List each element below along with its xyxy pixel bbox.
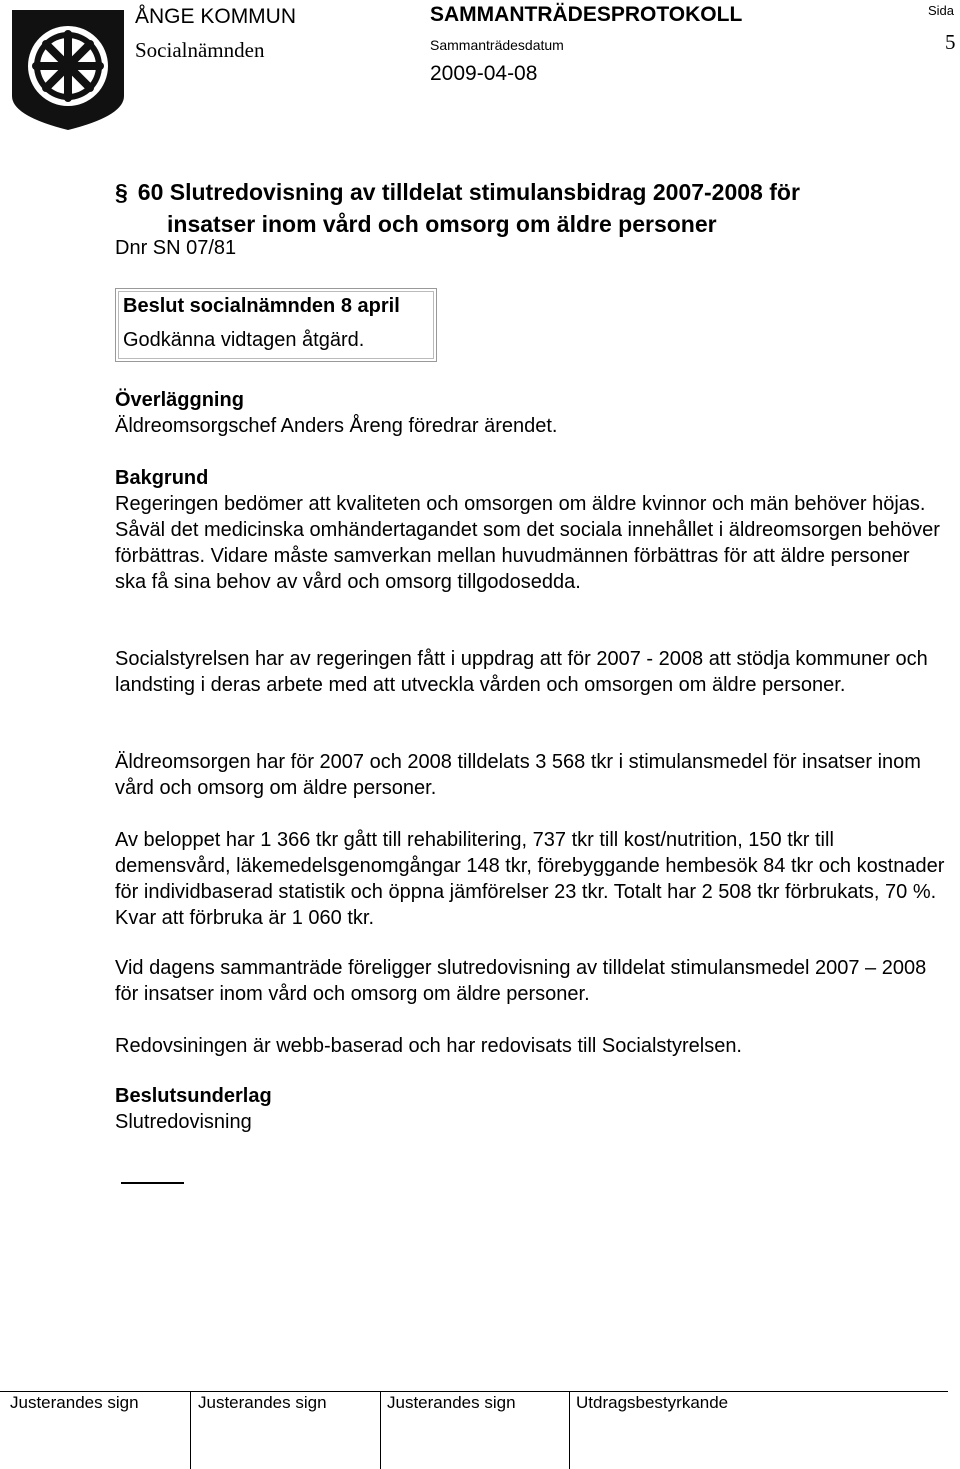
- footer-certification-cell: Utdragsbestyrkande: [576, 1393, 729, 1412]
- basis-heading: Beslutsunderlag: [115, 1085, 272, 1107]
- meeting-date: 2009-04-08: [430, 62, 538, 85]
- department-name: Socialnämnden: [135, 38, 265, 62]
- background-paragraph: Av beloppet har 1 366 tkr gått till rehabilitering, 737 tkr till kost/nutrition, 150 tkr till demensvård, läkemedelsgenomgångar 148 tkr, förebyggande hembesök 84 tkr och kostnader för individbaserad statistik och öppna jämförelser 23 tkr. Totalt har 2 508 tkr förbrukats, 70 %. Kvar att förbruka är 1 060 tkr.: [115, 829, 945, 929]
- footer-divider: [569, 1391, 570, 1469]
- item-heading: [115, 176, 915, 240]
- decision-title: Beslut socialnämnden 8 april: [123, 295, 400, 317]
- document-title: SAMMANTRÄDESPROTOKOLL: [430, 3, 743, 26]
- footer-signature-cell: Justerandes sign: [387, 1393, 516, 1412]
- decision-box: [115, 288, 437, 362]
- footer-signature-cell: Justerandes sign: [10, 1393, 139, 1412]
- item-title-line2: insatser inom vård och omsorg om äldre personer: [167, 211, 717, 237]
- decision-text: Godkänna vidtagen åtgärd.: [123, 329, 365, 351]
- footer-divider: [190, 1391, 191, 1469]
- background-paragraph: Äldreomsorgen har för 2007 och 2008 tilldelats 3 568 tkr i stimulansmedel för insatser inom vård och omsorg om äldre personer.: [115, 751, 921, 799]
- footer-rule: [0, 1391, 948, 1392]
- background-heading: Bakgrund: [115, 467, 209, 489]
- meeting-date-label: Sammanträdesdatum: [430, 37, 564, 53]
- case-number: Dnr SN 07/81: [115, 237, 237, 259]
- deliberation-text: Äldreomsorgschef Anders Åreng föredrar ärendet.: [115, 415, 558, 437]
- basis-text: Slutredovisning: [115, 1111, 252, 1133]
- page-number: 5: [945, 30, 956, 54]
- organization-name: ÅNGE KOMMUN: [135, 5, 297, 28]
- footer-signature-cell: Justerandes sign: [198, 1393, 327, 1412]
- deliberation-heading: Överläggning: [115, 389, 244, 411]
- page-label: Sida: [928, 3, 955, 18]
- background-paragraph: Socialstyrelsen har av regeringen fått i uppdrag att för 2007 - 2008 att stödja kommuner och landsting i deras arbete med att utveckla vården och omsorgen om äldre personer.: [115, 648, 928, 696]
- item-title-line1: 60 Slutredovisning av tilldelat stimulansbidrag 2007-2008 för: [137, 179, 800, 205]
- background-paragraph: Redovsiningen är webb-baserad och har redovisats till Socialstyrelsen.: [115, 1035, 742, 1057]
- section-symbol: §: [115, 179, 128, 205]
- municipality-logo: [8, 4, 128, 134]
- background-paragraph: Vid dagens sammanträde föreligger slutredovisning av tilldelat stimulansmedel 2007 – 2008 för insatser inom vård och omsorg om äldre personer.: [115, 957, 927, 1005]
- separator-line: [121, 1182, 184, 1184]
- footer-divider: [380, 1391, 381, 1469]
- background-paragraph: Regeringen bedömer att kvaliteten och omsorgen om äldre kvinnor och män behöver höjas. Såväl det medicinska omhändertagandet som det sociala innehållet i äldreomsorgen behöver förbättras. Vidare måste samverkan mellan huvudmännen förbättras för att äldre personer ska få sina behov av vård och omsorg tillgodosedda.: [115, 493, 940, 593]
